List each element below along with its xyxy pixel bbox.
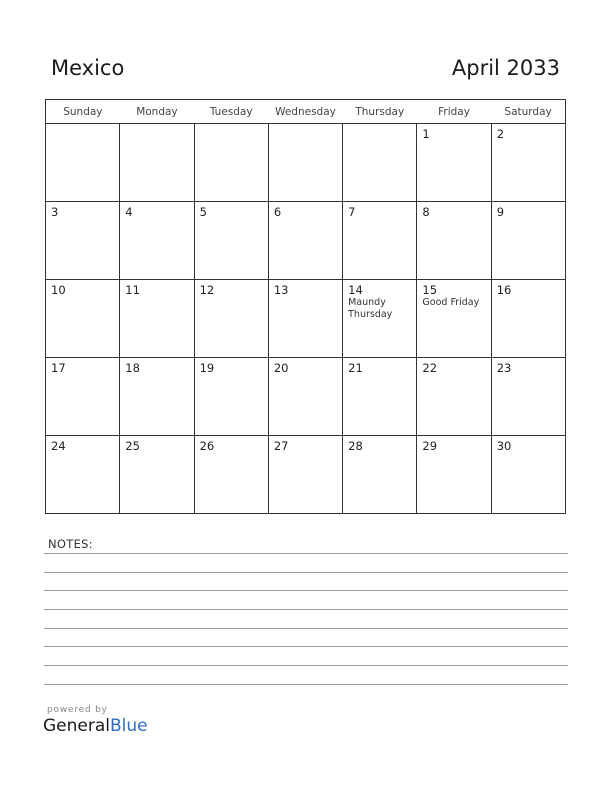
note-line — [44, 646, 568, 647]
day-number: 8 — [422, 205, 430, 219]
day-number: 20 — [273, 361, 289, 375]
calendar-day-cell — [343, 436, 417, 514]
calendar-day-cell — [194, 124, 268, 202]
calendar-day-cell — [343, 280, 417, 358]
calendar-day-cell — [194, 358, 268, 436]
day-number: 24 — [51, 439, 66, 453]
day-number: 15 — [422, 283, 438, 297]
day-number: 17 — [51, 361, 66, 375]
day-number: 29 — [422, 439, 438, 453]
note-line — [44, 665, 568, 666]
calendar-day-cell — [491, 124, 565, 202]
holiday-label: Good Friday — [422, 297, 480, 308]
day-number: 19 — [199, 361, 215, 375]
weekday-header: Tuesday — [194, 100, 268, 124]
weekday-header: Monday — [120, 100, 194, 124]
day-number: 12 — [199, 283, 215, 297]
day-number: 6 — [273, 205, 282, 219]
note-line — [44, 590, 568, 591]
note-line — [44, 572, 568, 573]
calendar-day-cell — [46, 436, 120, 514]
calendar-week-row — [46, 280, 566, 358]
month-year-title: April 2033 — [451, 56, 560, 80]
calendar-day-cell — [194, 280, 268, 358]
day-number: 10 — [51, 283, 66, 297]
weekday-header: Friday — [417, 100, 491, 124]
calendar-day-cell — [120, 202, 194, 280]
weekday-header-row — [46, 100, 566, 124]
calendar-day-cell — [268, 280, 342, 358]
calendar-day-cell — [491, 280, 565, 358]
day-number: 26 — [199, 439, 215, 453]
note-line — [44, 628, 568, 629]
day-number: 11 — [125, 283, 140, 297]
calendar-day-cell — [194, 202, 268, 280]
day-number: 4 — [125, 205, 133, 219]
day-number: 2 — [496, 127, 505, 141]
powered-by-text: powered by — [47, 705, 108, 715]
brand-name-part2: Blue — [110, 716, 148, 736]
calendar-day-cell — [417, 202, 491, 280]
day-number: 27 — [273, 439, 289, 453]
calendar-grid — [45, 99, 566, 514]
generalblue-logo — [43, 716, 148, 736]
day-number: 18 — [125, 361, 140, 375]
calendar-week-row — [46, 124, 566, 202]
calendar-day-cell — [343, 358, 417, 436]
day-number: 16 — [496, 283, 512, 297]
day-number: 23 — [496, 361, 512, 375]
weekday-header: Saturday — [491, 100, 565, 124]
calendar-day-cell — [268, 436, 342, 514]
calendar-day-cell — [491, 436, 565, 514]
calendar-week-row — [46, 202, 566, 280]
calendar-day-cell — [46, 124, 120, 202]
calendar-day-cell — [120, 358, 194, 436]
day-number: 13 — [273, 283, 289, 297]
day-number: 21 — [348, 361, 363, 375]
weekday-header: Sunday — [46, 100, 120, 124]
day-number: 14 — [348, 283, 363, 297]
weekday-header: Wednesday — [268, 100, 342, 124]
day-number: 30 — [496, 439, 512, 453]
day-number: 3 — [51, 205, 59, 219]
calendar-day-cell — [120, 436, 194, 514]
calendar-day-cell — [417, 280, 491, 358]
note-line — [44, 553, 568, 554]
notes-label: NOTES: — [48, 537, 93, 551]
calendar-day-cell — [268, 358, 342, 436]
note-line — [44, 684, 568, 685]
day-number: 7 — [348, 205, 356, 219]
day-number: 1 — [422, 127, 430, 141]
day-number: 9 — [496, 205, 505, 219]
day-number: 28 — [348, 439, 363, 453]
brand-name-part1: General — [43, 716, 110, 736]
calendar-week-row — [46, 358, 566, 436]
calendar-day-cell — [46, 202, 120, 280]
calendar-day-cell — [417, 436, 491, 514]
holiday-label: Maundy Thursday — [348, 297, 393, 320]
calendar-day-cell — [343, 124, 417, 202]
calendar-day-cell — [491, 358, 565, 436]
calendar-day-cell — [120, 280, 194, 358]
calendar-day-cell — [417, 358, 491, 436]
calendar-day-cell — [343, 202, 417, 280]
calendar-day-cell — [46, 280, 120, 358]
calendar-week-row — [46, 436, 566, 514]
calendar-day-cell — [268, 202, 342, 280]
calendar-day-cell — [120, 124, 194, 202]
calendar-day-cell — [46, 358, 120, 436]
weekday-header: Thursday — [343, 100, 417, 124]
calendar-day-cell — [194, 436, 268, 514]
calendar-day-cell — [491, 202, 565, 280]
calendar-day-cell — [268, 124, 342, 202]
day-number: 22 — [422, 361, 438, 375]
day-number: 5 — [199, 205, 207, 219]
calendar-day-cell — [417, 124, 491, 202]
note-line — [44, 609, 568, 610]
day-number: 25 — [125, 439, 140, 453]
country-title: Mexico — [51, 56, 125, 80]
